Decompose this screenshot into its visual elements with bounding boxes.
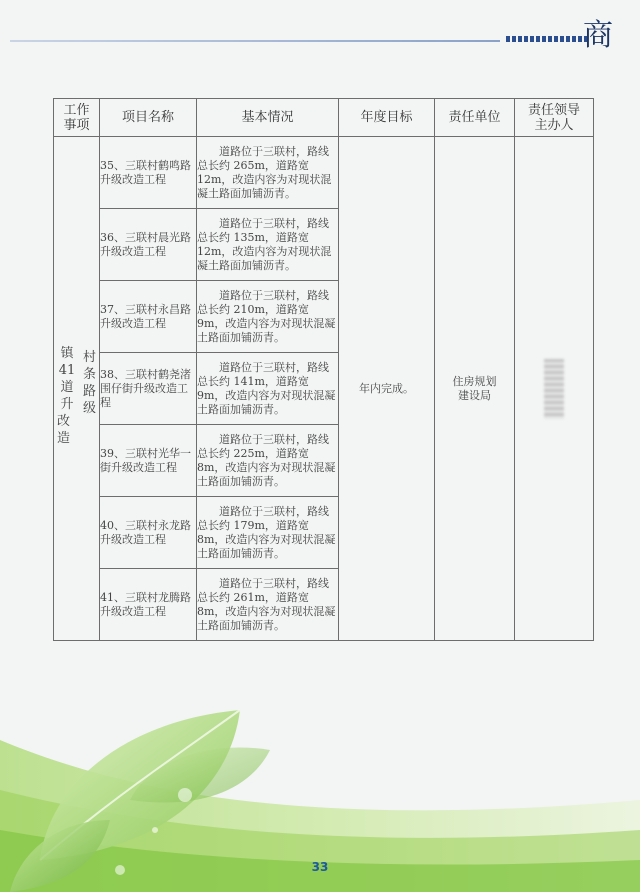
- header-logo-glyph: 商: [583, 18, 613, 53]
- header-work-item: 工作事项: [54, 99, 100, 137]
- header-dots: [506, 36, 588, 42]
- table-row: [54, 137, 594, 209]
- annual-target: 年内完成。: [339, 137, 435, 641]
- project-info: 道路位于三联村，路线总长约 265m，道路宽 12m，改造内容为对现状混凝土路面加铺沥青。: [197, 137, 339, 209]
- page-number: 33: [311, 860, 329, 874]
- project-table: [53, 98, 594, 641]
- responsible-leader-redacted: [515, 137, 594, 641]
- redacted-name: [544, 359, 564, 419]
- project-info: 道路位于三联村，路线总长约 261m，道路宽 8m，改造内容为对现状混凝土路面加铺沥青。: [197, 569, 339, 641]
- header-responsible-leader: 责任领导主办人: [515, 99, 594, 137]
- header-project-name: 项目名称: [100, 99, 197, 137]
- project-info: 道路位于三联村，路线总长约 179m，道路宽 8m，改造内容为对现状混凝土路面加铺沥青。: [197, 497, 339, 569]
- table-header-row: [54, 99, 594, 137]
- category-column-1: 镇 41 道 升 改造: [57, 345, 76, 446]
- work-category-cell: [54, 137, 100, 641]
- project-name: 40、三联村永龙路升级改造工程: [100, 497, 197, 569]
- header-rule: [10, 40, 500, 42]
- category-column-2: 村 条 路 级: [82, 349, 96, 416]
- project-name: 39、三联村光华一街升级改造工程: [100, 425, 197, 497]
- project-info: 道路位于三联村，路线总长约 141m，道路宽 9m，改造内容为对现状混凝土路面加铺沥青。: [197, 353, 339, 425]
- project-info: 道路位于三联村，路线总长约 225m，道路宽 8m，改造内容为对现状混凝土路面加铺沥青。: [197, 425, 339, 497]
- project-name: 35、三联村鹤鸣路升级改造工程: [100, 137, 197, 209]
- project-name: 36、三联村晨光路升级改造工程: [100, 209, 197, 281]
- project-info: 道路位于三联村，路线总长约 135m，道路宽 12m，改造内容为对现状混凝土路面加铺沥青。: [197, 209, 339, 281]
- responsible-unit: 住房规划建设局: [435, 137, 515, 641]
- project-name: 37、三联村永昌路升级改造工程: [100, 281, 197, 353]
- page-number-badge: [296, 858, 344, 876]
- header-basic-info: 基本情况: [197, 99, 339, 137]
- project-name: 38、三联村鹤尧渚围仔街升级改造工程: [100, 353, 197, 425]
- header-annual-target: 年度目标: [339, 99, 435, 137]
- project-name: 41、三联村龙腾路升级改造工程: [100, 569, 197, 641]
- project-info: 道路位于三联村，路线总长约 210m，道路宽 9m，改造内容为对现状混凝土路面加铺沥青。: [197, 281, 339, 353]
- work-category: [54, 331, 99, 447]
- header-responsible-unit: 责任单位: [435, 99, 515, 137]
